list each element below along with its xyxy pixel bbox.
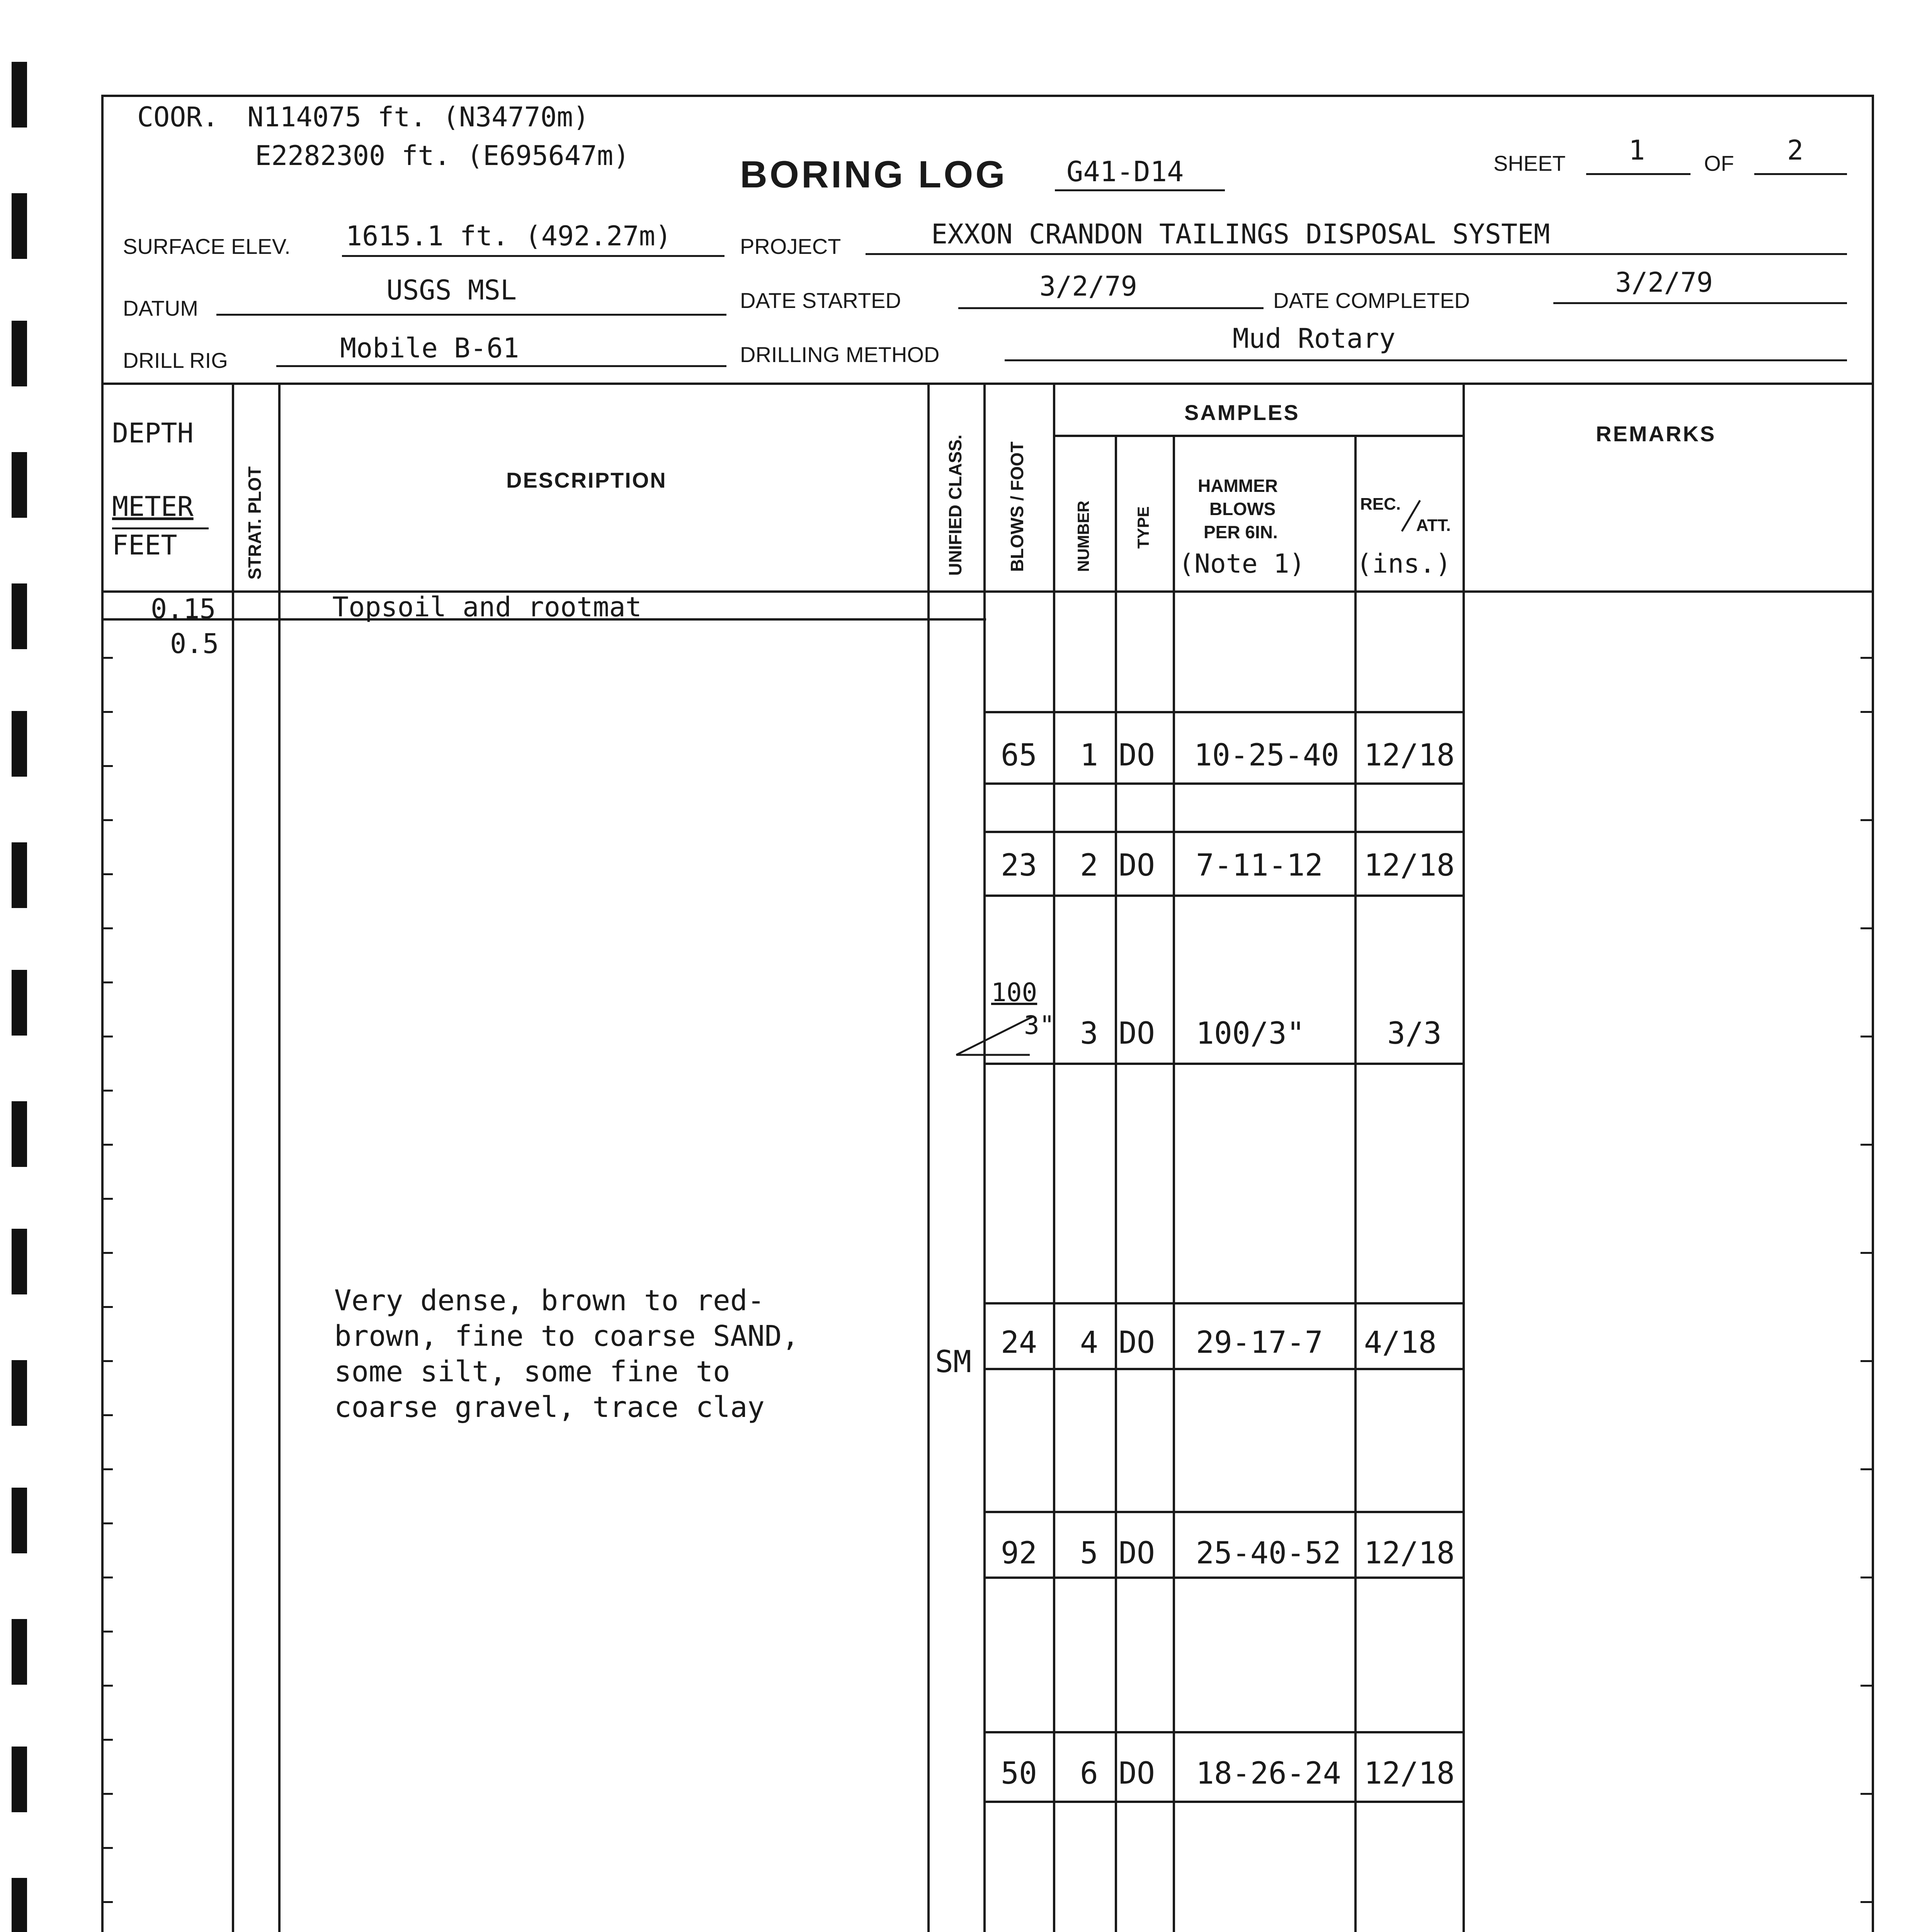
sample-type-cell: DO <box>1119 1756 1155 1791</box>
recovery-cell: 3/3 <box>1387 1016 1442 1051</box>
blows-foot-arrow <box>949 1012 1037 1063</box>
surface-elev-label: SURFACE ELEV. <box>123 234 291 259</box>
description-header: DESCRIPTION <box>506 468 667 492</box>
boring-id: G41-D14 <box>1066 155 1184 188</box>
unified-class-header: UNIFIED CLASS. <box>945 434 965 576</box>
remarks-header: REMARKS <box>1596 422 1716 446</box>
sample-number-cell: 5 <box>1080 1536 1098 1571</box>
hammer-blows-cell: 29-17-7 <box>1196 1325 1323 1360</box>
blows-foot-top: 100 <box>991 978 1037 1007</box>
recovery-cell: 12/18 <box>1364 1536 1455 1571</box>
ins-header: (ins.) <box>1356 549 1451 579</box>
hammer-header: HAMMER <box>1198 476 1278 496</box>
sheet-total: 2 <box>1787 134 1804 166</box>
date-completed: 3/2/79 <box>1615 267 1713 298</box>
recovery-cell: 12/18 <box>1364 738 1455 773</box>
description-line: brown, fine to coarse SAND, <box>334 1320 799 1353</box>
sample-type-cell: DO <box>1119 848 1155 883</box>
rec-header: REC. <box>1360 495 1401 514</box>
recovery-cell: 12/18 <box>1364 848 1455 883</box>
sample-type-cell: DO <box>1119 1016 1155 1051</box>
topsoil-description: Topsoil and rootmat <box>332 591 642 623</box>
hammer-blows-cell: 100/3" <box>1196 1016 1305 1051</box>
sample-type-cell: DO <box>1119 738 1155 773</box>
sample-type-cell: DO <box>1119 1536 1155 1571</box>
date-completed-label: DATE COMPLETED <box>1273 288 1470 313</box>
sheet-number: 1 <box>1629 134 1645 166</box>
att-header: ATT. <box>1416 516 1451 535</box>
sample-number-cell: 3 <box>1080 1016 1098 1051</box>
date-started: 3/2/79 <box>1039 270 1137 302</box>
recovery-cell: 12/18 <box>1364 1756 1455 1791</box>
sample-number-cell: 2 <box>1080 848 1098 883</box>
hammer-blows-cell: 10-25-40 <box>1194 738 1339 773</box>
blows-foot-bottom: 3" <box>1024 1010 1055 1040</box>
hammer-blows-cell: 18-26-24 <box>1196 1756 1341 1791</box>
coor-east: E2282300 ft. (E695647m) <box>255 140 630 172</box>
description-line: Very dense, brown to red- <box>334 1284 765 1317</box>
type-header: TYPE <box>1134 506 1152 549</box>
drill-rig: Mobile B-61 <box>340 332 519 364</box>
date-started-label: DATE STARTED <box>740 288 901 313</box>
number-header: NUMBER <box>1074 500 1092 572</box>
feet-header: FEET <box>112 529 177 561</box>
sample-number-cell: 1 <box>1080 738 1098 773</box>
sheet-label: SHEET <box>1493 151 1566 175</box>
sample-type-cell: DO <box>1119 1325 1155 1360</box>
blows-foot-cell: 23 <box>1001 848 1037 883</box>
sample-number-cell: 6 <box>1080 1756 1098 1791</box>
drilling-method: Mud Rotary <box>1233 323 1396 354</box>
blows-header: BLOWS <box>1209 499 1276 519</box>
strat-plot-header: STRAT. PLOT <box>245 466 265 580</box>
hammer-blows-cell: 7-11-12 <box>1196 848 1323 883</box>
blows-foot-cell: 92 <box>1001 1536 1037 1571</box>
per6in-header: PER 6IN. <box>1204 522 1278 542</box>
blows-foot-cell: 24 <box>1001 1325 1037 1360</box>
blows-foot-header: BLOWS / FOOT <box>1007 441 1027 572</box>
drilling-method-label: DRILLING METHOD <box>740 342 940 367</box>
hammer-blows-cell: 25-40-52 <box>1196 1536 1341 1571</box>
blows-foot-cell: 65 <box>1001 738 1037 773</box>
note1-header: (Note 1) <box>1179 549 1305 579</box>
meter-header: METER <box>112 491 194 522</box>
blows-foot-cell: 50 <box>1001 1756 1037 1791</box>
soil-description <box>334 1283 799 1425</box>
depth-top-feet: 0.5 <box>170 628 219 660</box>
project: EXXON CRANDON TAILINGS DISPOSAL SYSTEM <box>931 218 1550 250</box>
sample-number-cell: 4 <box>1080 1325 1098 1360</box>
project-label: PROJECT <box>740 234 841 259</box>
datum-label: DATUM <box>123 296 198 320</box>
depth-top-meter: 0.15 <box>151 593 216 625</box>
description-line: coarse gravel, trace clay <box>334 1391 765 1424</box>
of-label: OF <box>1704 151 1734 175</box>
recovery-cell: 4/18 <box>1364 1325 1437 1360</box>
description-line: some silt, some fine to <box>334 1355 730 1388</box>
coor-north: N114075 ft. (N34770m) <box>247 101 590 133</box>
depth-header: DEPTH <box>112 417 194 449</box>
coor-label: COOR. <box>137 101 219 133</box>
datum: USGS MSL <box>386 274 517 306</box>
samples-header: SAMPLES <box>1184 400 1300 425</box>
surface-elev: 1615.1 ft. (492.27m) <box>346 220 672 252</box>
drill-rig-label: DRILL RIG <box>123 348 228 372</box>
log-title: BORING LOG <box>740 153 1007 196</box>
unified-class-value: SM <box>935 1345 971 1379</box>
